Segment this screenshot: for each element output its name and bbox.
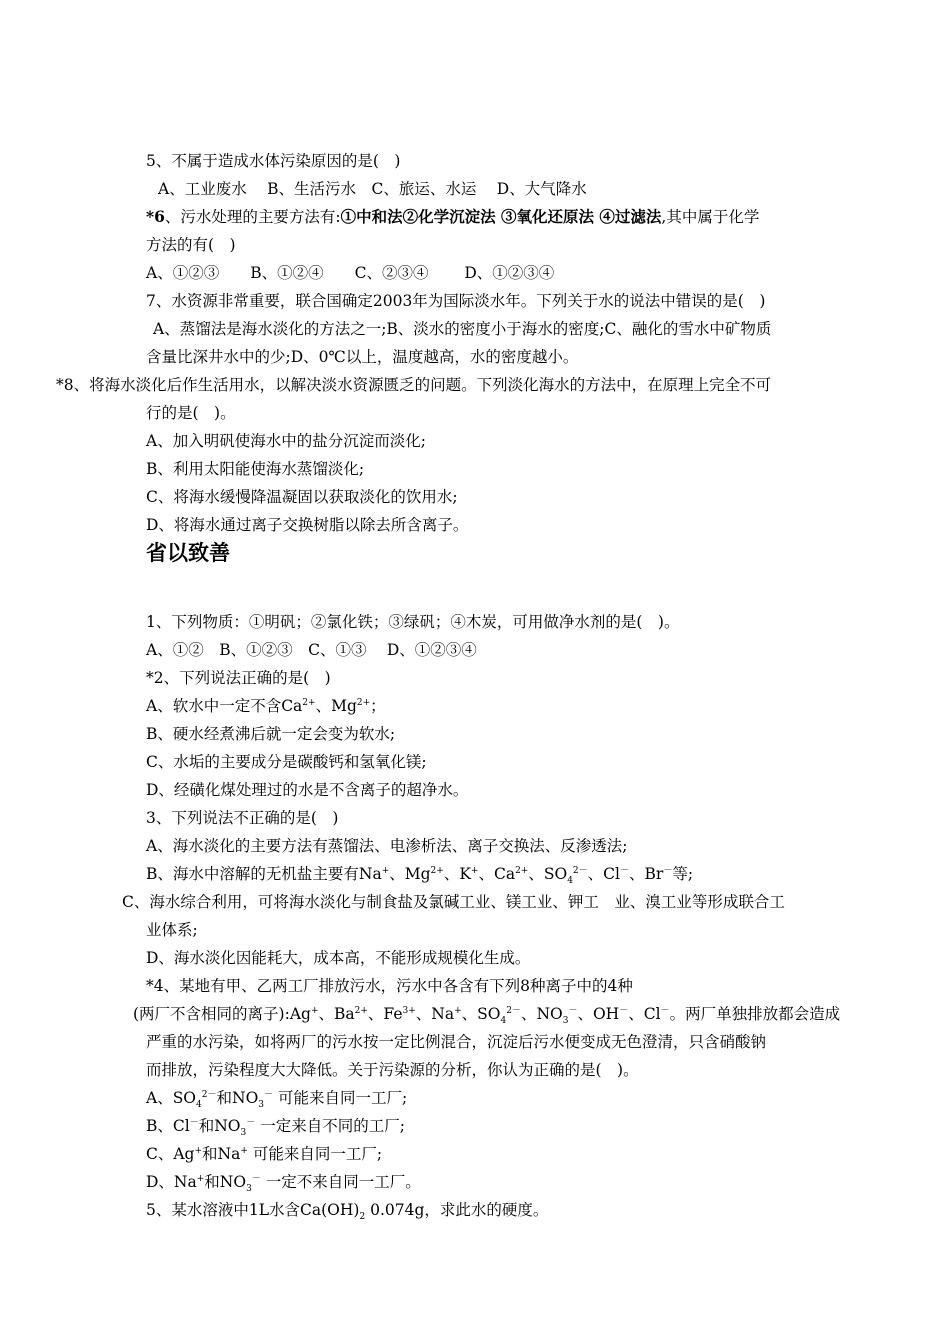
s2-question-3-option-c-line2: 业体系; — [146, 921, 198, 939]
s2-question-3-option-b: B、海水中溶解的无机盐主要有Na+、$Mg^{2+}$、K+、$Ca^{2+}$、$SO_4^{2-}$、Cl－、Br－等; — [146, 865, 694, 887]
s2-question-3: 3、下列说法不正确的是( ) — [146, 809, 339, 827]
s2-question-2-option-d: D、经磺化煤处理过的水是不含离子的超净水。 — [146, 781, 469, 799]
question-6-text: 、污水处理的主要方法有: — [164, 208, 341, 226]
s2-question-1-options: A、①② B、①②③ C、①③ D、①②③④ — [146, 641, 477, 659]
question-6 — [146, 206, 759, 228]
question-5-options: A、工业废水 B、生活污水 C、旅运、水运 D、大气降水 — [158, 180, 587, 198]
question-6-line2: 方法的有( ) — [146, 236, 236, 254]
s2-question-3-option-c: C、海水综合利用，可将海水淡化与制食盐及氯碱工业、镁工业、钾工 业、溴工业等形成联合工 — [122, 893, 785, 911]
question-8-option-c: C、将海水缓慢降温凝固以获取淡化的饮用水; — [146, 488, 458, 506]
s2-question-4-option-d: D、Na+和$NO_3^-$ 一定不来自同一工厂。 — [146, 1173, 421, 1195]
question-7-line2: A、蒸馏法是海水淡化的方法之一;B、淡水的密度小于海水的密度;C、融化的雪水中矿物质 — [153, 320, 772, 338]
s2-question-2-option-b: B、硬水经煮沸后就一定会变为软水; — [146, 725, 396, 743]
question-8-line2: 行的是( )。 — [146, 404, 236, 422]
question-6-number: *6 — [146, 207, 165, 226]
s2-question-3-option-a: A、海水淡化的主要方法有蒸馏法、电渗析法、离子交换法、反渗透法; — [146, 837, 628, 855]
section-heading: 省以致善 — [146, 541, 230, 565]
s2-question-4-line2: (两厂不含相同的离子):Ag+、$Ba^{2+}$、$Fe^{3+}$、Na+、$SO_4^{2-}$、$NO_3^-$、OH－、Cl－。两厂单独排放都会造成 — [133, 1005, 841, 1027]
s2-question-4: *4、某地有甲、乙两工厂排放污水，污水中各含有下列8种离子中的4种 — [146, 977, 633, 995]
s2-question-4-line4: 而排放，污染程度大大降低。关于污染源的分析，你认为正确的是( )。 — [146, 1061, 639, 1079]
question-8-option-b: B、利用太阳能使海水蒸馏淡化; — [146, 460, 365, 478]
s2-question-1: 1、下列物质：①明矾；②氯化铁；③绿矾；④木炭，可用做净水剂的是( )。 — [146, 613, 680, 631]
s2-question-2-option-a: A、软水中一定不含$Ca^{2+}$、$Mg^{2+}$； — [146, 697, 386, 715]
question-8-option-d: D、将海水通过离子交换树脂以除去所含离子。 — [146, 516, 469, 534]
s2-question-2: *2、下列说法正确的是( ) — [146, 669, 331, 687]
s2-question-4-option-c: C、Ag+和Na+ 可能来自同一工厂; — [146, 1145, 383, 1163]
s2-question-4-option-b: B、Cl－和$NO_3^-$ 一定来自不同的工厂; — [146, 1117, 405, 1139]
s2-question-4-line3: 严重的水污染，如将两厂的污水按一定比例混合，沉淀后污水便变成无色澄清，只含硝酸钠 — [146, 1033, 767, 1051]
s2-question-5: 5、某水溶液中1L水含$Ca(OH)_2$ 0.074g，求此水的硬度。 — [146, 1201, 549, 1223]
s2-question-3-option-d: D、海水淡化因能耗大，成本高，不能形成规模化生成。 — [146, 949, 531, 967]
question-5: 5、不属于造成水体污染原因的是( ) — [146, 152, 401, 170]
s2-question-2-option-c: C、水垢的主要成分是碳酸钙和氢氧化镁; — [146, 753, 427, 771]
question-8-option-a: A、加入明矾使海水中的盐分沉淀而淡化; — [146, 432, 426, 450]
question-8: *8、将海水淡化后作生活用水，以解决淡水资源匮乏的问题。下列淡化海水的方法中，在原理上完全不可 — [56, 376, 772, 394]
question-6-methods: ①中和法②化学沉淀法 ③氧化还原法 ④过滤法 — [340, 207, 662, 226]
s2-question-4-option-a: A、$SO_4^{2-}$和$NO_3^-$ 可能来自同一工厂; — [146, 1089, 408, 1111]
question-7: 7、水资源非常重要，联合国确定2003年为国际淡水年。下列关于水的说法中错误的是( ) — [146, 292, 766, 310]
question-6-text-tail: ,其中属于化学 — [661, 208, 760, 226]
question-7-line3: 含量比深井水中的少;D、0℃以上，温度越高，水的密度越小。 — [146, 348, 579, 366]
question-6-options: A、①②③ B、①②④ C、②③④ D、①②③④ — [146, 264, 555, 282]
